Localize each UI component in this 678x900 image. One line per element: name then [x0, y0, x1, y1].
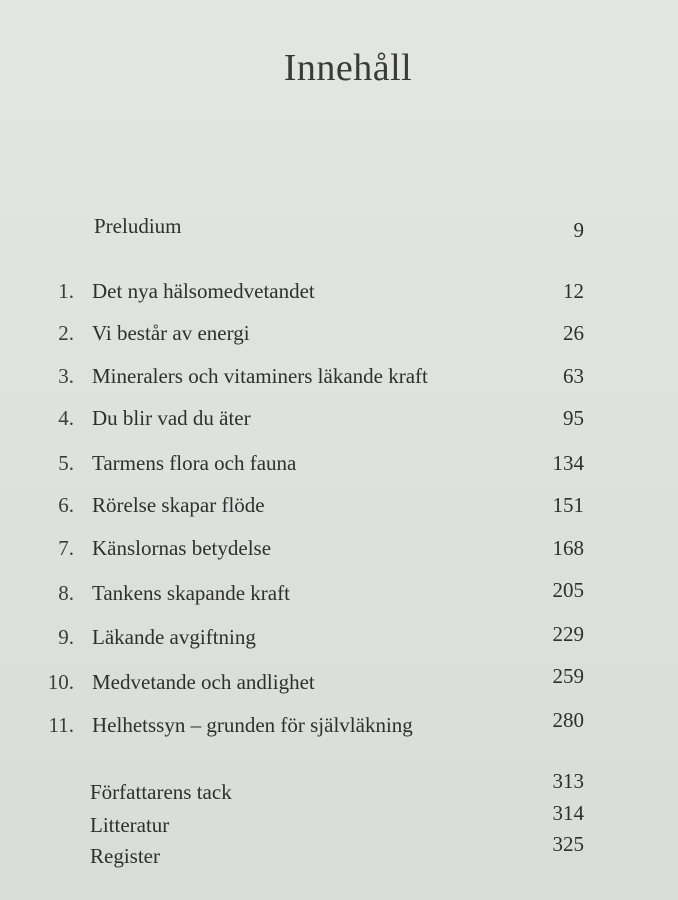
toc-entry-chapter: [0, 710, 678, 740]
chapter-number: 6.: [58, 493, 74, 517]
entry-page: 151: [552, 493, 584, 517]
toc-entry-chapter: [0, 664, 678, 697]
toc-entry-chapter: [0, 361, 678, 391]
entry-label: Medvetande och andlighet: [92, 670, 315, 694]
toc-entry-prelude: [0, 211, 678, 241]
entry-label: Mineralers och vitaminers läkande kraft: [92, 364, 428, 388]
toc-entry-chapter: [0, 578, 678, 608]
entry-page: 313: [552, 769, 584, 793]
toc-entry-chapter: [0, 490, 678, 520]
entry-page: 26: [563, 321, 584, 345]
chapter-number: 1.: [58, 279, 74, 303]
entry-page: 325: [552, 832, 584, 856]
page-title: Innehåll: [283, 47, 413, 89]
chapter-number: 11.: [48, 713, 74, 737]
entry-page: 205: [552, 578, 584, 602]
toc-entry-chapter: [0, 622, 678, 652]
entry-page: 259: [552, 664, 584, 688]
entry-label: Helhetssyn – grunden för självläkning: [92, 713, 413, 737]
chapter-number: 10.: [47, 670, 74, 694]
entry-label: Det nya hälsomedvetandet: [92, 279, 315, 303]
entry-label: Tankens skapande kraft: [92, 581, 290, 605]
entry-page: 168: [552, 536, 584, 560]
entry-page: 63: [563, 364, 584, 388]
entry-label: Rörelse skapar flöde: [92, 493, 265, 517]
entry-page: 229: [552, 622, 584, 646]
entry-label: Litteratur: [90, 813, 170, 837]
entry-label: Författarens tack: [90, 780, 232, 804]
entry-label: Register: [90, 844, 160, 868]
entry-page: 280: [552, 708, 584, 732]
chapter-number: 7.: [58, 536, 74, 560]
entry-label: Tarmens flora och fauna: [92, 451, 297, 475]
toc-entry-chapter: [0, 403, 678, 433]
chapter-number: 3.: [58, 364, 74, 388]
entry-page: 95: [563, 406, 584, 430]
entry-page: 314: [552, 801, 584, 825]
entry-label: Vi består av energi: [92, 321, 250, 345]
toc-entry-chapter: [0, 448, 678, 478]
entry-label: Du blir vad du äter: [92, 406, 251, 430]
toc-entry-chapter: [0, 533, 678, 563]
entry-label: Känslornas betydelse: [92, 536, 272, 560]
toc-entry-backmatter: [0, 832, 678, 871]
chapter-number: 2.: [58, 321, 74, 345]
toc-entry-chapter: [0, 318, 678, 348]
chapter-number: 4.: [58, 406, 74, 430]
entry-label: Läkande avgiftning: [92, 625, 256, 649]
chapter-number: 5.: [58, 451, 74, 475]
toc-entry-chapter: [0, 276, 678, 306]
entry-page: 12: [563, 279, 584, 303]
entry-page: 134: [552, 451, 584, 475]
chapter-number: 8.: [58, 581, 74, 605]
entry-label: Preludium: [94, 214, 182, 238]
chapter-number: 9.: [58, 625, 74, 649]
entry-page: 9: [573, 218, 584, 242]
